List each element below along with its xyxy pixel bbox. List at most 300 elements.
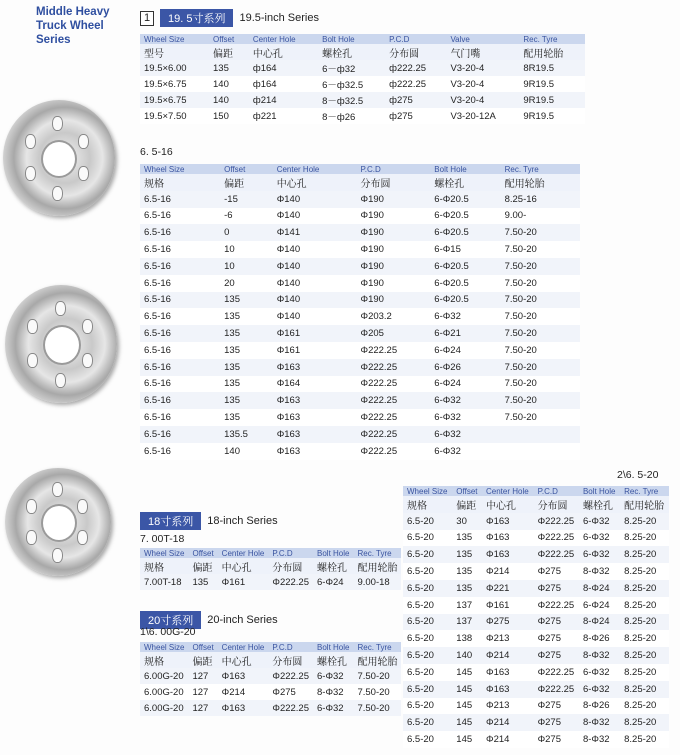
table-cell: 6.5-16 <box>140 258 220 275</box>
table-cell: 6.5-16 <box>140 359 220 376</box>
table-cell: 螺栓孔 <box>313 652 353 668</box>
table-cell: 8.25-20 <box>620 698 669 715</box>
table-cell: 140 <box>220 443 273 460</box>
table-cell: Φ222.25 <box>356 443 430 460</box>
table-row <box>140 392 580 409</box>
table-cell: 6－ф32.5 <box>318 76 385 92</box>
table-cell: 螺栓孔 <box>318 44 385 60</box>
table-cell: 10 <box>220 241 273 258</box>
table-cell: 6.5-16 <box>140 426 220 443</box>
table-cell: Φ163 <box>482 546 534 563</box>
table-cell: V3-20-4 <box>446 60 519 76</box>
table-cell: 8-Φ24 <box>579 614 620 631</box>
table-cell: 8.25-20 <box>620 647 669 664</box>
table-cell: 7.50-20 <box>501 342 580 359</box>
table-cell: 6.5-16 <box>140 224 220 241</box>
table-cell: 8.25-20 <box>620 664 669 681</box>
table-cell: 6.5-16 <box>140 342 220 359</box>
table-cell: Rec. Tyre <box>519 34 585 44</box>
table-cell: 7.50-20 <box>501 409 580 426</box>
table-cell: Φ163 <box>482 530 534 547</box>
section-20-label: 1\6. 00G-20 <box>140 626 196 638</box>
table-cell: 30 <box>452 513 482 530</box>
table-cell: Φ222.25 <box>268 700 313 716</box>
table-header-row <box>403 486 669 496</box>
table-cell: ф221 <box>249 108 318 124</box>
table-cell: 8R19.5 <box>519 60 585 76</box>
table-cell: 7.50-20 <box>501 224 580 241</box>
table-cell: 分布圆 <box>385 44 446 60</box>
table-cell: 配用轮胎 <box>620 496 669 513</box>
table-cell: 7.50-20 <box>501 376 580 393</box>
table-cell: 145 <box>452 698 482 715</box>
table-cell: Φ222.25 <box>356 342 430 359</box>
table-row <box>403 698 669 715</box>
table-cell: 8.25-20 <box>620 614 669 631</box>
table-cell: 7.50-20 <box>501 292 580 309</box>
table-cell: Offset <box>452 486 482 496</box>
table-cell: 偏距 <box>188 652 217 668</box>
table-cell: 配用轮胎 <box>519 44 585 60</box>
section-18-label: 7. 00T-18 <box>140 533 185 545</box>
table-cell: 6.5-20 <box>403 580 452 597</box>
table-header-row <box>140 34 585 44</box>
section-18-heading <box>140 512 278 530</box>
table-cell: Φ140 <box>273 308 357 325</box>
table-cell: 135 <box>452 580 482 597</box>
table-cell: 分布圆 <box>268 558 313 574</box>
table-cell: Φ222.25 <box>534 530 579 547</box>
table-cell: Φ222.25 <box>356 359 430 376</box>
table-row <box>403 714 669 731</box>
table-row <box>140 241 580 258</box>
table-cell: 6.5-16 <box>140 376 220 393</box>
table-cell: 135 <box>220 359 273 376</box>
table-cell: 7.50-20 <box>501 241 580 258</box>
table-cell: 6-Φ20.5 <box>430 224 500 241</box>
table-cell: Φ190 <box>356 258 430 275</box>
table-cell: Φ164 <box>273 376 357 393</box>
table-cell: 8－ф26 <box>318 108 385 124</box>
table-cell: -6 <box>220 208 273 225</box>
table-cell: Φ161 <box>482 597 534 614</box>
table-6-5-20 <box>403 486 669 748</box>
series-title-line3: Series <box>36 34 71 46</box>
table-cell: Bolt Hole <box>318 34 385 44</box>
section-18-bar: 18寸系列 <box>140 512 201 530</box>
table-cell: 135 <box>220 308 273 325</box>
table-cell: 7.50-20 <box>501 275 580 292</box>
table-row <box>140 426 580 443</box>
table-cell: Bolt Hole <box>579 486 620 496</box>
table-cell: 6.5-16 <box>140 292 220 309</box>
table-cell: 6-Φ24 <box>430 376 500 393</box>
table-cell: Φ163 <box>273 359 357 376</box>
table-cell: Φ140 <box>273 208 357 225</box>
table-cell: Φ221 <box>482 580 534 597</box>
table-cell: Bolt Hole <box>430 164 500 174</box>
table-cell: V3-20-4 <box>446 92 519 108</box>
section-6-5-16-label: 6. 5-16 <box>140 146 173 158</box>
table-row <box>140 76 585 92</box>
table-cell: 分布圆 <box>268 652 313 668</box>
table-cell: Φ140 <box>273 275 357 292</box>
table-cell: 偏距 <box>188 558 217 574</box>
table-cell: Φ161 <box>273 325 357 342</box>
table-cell: 偏距 <box>209 44 249 60</box>
table-cell: ф164 <box>249 76 318 92</box>
table-cell: ф275 <box>385 92 446 108</box>
table-cell: 19.5×6.75 <box>140 76 209 92</box>
table-cell: 6.5-16 <box>140 308 220 325</box>
table-cell: Φ203.2 <box>356 308 430 325</box>
section-19-5-heading <box>140 9 319 27</box>
table-cell: Φ222.25 <box>356 376 430 393</box>
table-cell: Φ275 <box>534 698 579 715</box>
table-cell: Φ275 <box>534 647 579 664</box>
table-cell: 6.5-16 <box>140 191 220 208</box>
table-cell: 7.50-20 <box>501 392 580 409</box>
table-cell: 6.00G-20 <box>140 684 188 700</box>
table-cell: Φ222.25 <box>356 426 430 443</box>
table-cell: 19.5×6.75 <box>140 92 209 108</box>
table-row <box>403 580 669 597</box>
table-cell: 135 <box>188 574 217 590</box>
table-chinese-header-row <box>140 174 580 191</box>
table-cell: 7.50-20 <box>501 258 580 275</box>
table-cell: 135 <box>220 376 273 393</box>
table-cell: P.C.D <box>534 486 579 496</box>
table-row <box>140 292 580 309</box>
table-cell: 6－ф32 <box>318 60 385 76</box>
table-row <box>140 700 401 716</box>
table-cell: Φ190 <box>356 224 430 241</box>
table-cell: Φ163 <box>273 426 357 443</box>
table-cell: 135 <box>452 546 482 563</box>
table-cell: 127 <box>188 700 217 716</box>
table-cell: Wheel Size <box>403 486 452 496</box>
table-row <box>403 614 669 631</box>
table-cell: 配用轮胎 <box>353 652 401 668</box>
table-cell: Φ214 <box>218 684 269 700</box>
wheel-image-18 <box>5 468 111 576</box>
table-cell: Wheel Size <box>140 642 188 652</box>
table-row <box>140 574 401 590</box>
table-cell: Φ163 <box>273 392 357 409</box>
table-cell: 6-Φ20.5 <box>430 275 500 292</box>
table-cell: 规格 <box>140 652 188 668</box>
table-cell: 8－ф32.5 <box>318 92 385 108</box>
table-row <box>140 443 580 460</box>
table-cell: Φ222.25 <box>534 546 579 563</box>
table-row <box>140 308 580 325</box>
table-cell: Φ222.25 <box>534 513 579 530</box>
section-6-5-20-label: 2\6. 5-20 <box>617 469 659 481</box>
table-cell: Φ190 <box>356 292 430 309</box>
table-cell: 8.25-20 <box>620 630 669 647</box>
table-row <box>403 664 669 681</box>
table-cell: Φ275 <box>534 563 579 580</box>
table-cell: 6.5-20 <box>403 647 452 664</box>
table-cell: Φ161 <box>218 574 269 590</box>
table-cell: 6-Φ24 <box>313 574 353 590</box>
table-cell: Φ140 <box>273 258 357 275</box>
table-cell: 6.5-20 <box>403 681 452 698</box>
table-cell: Φ163 <box>218 668 269 684</box>
table-cell: Φ205 <box>356 325 430 342</box>
table-cell: 型号 <box>140 44 209 60</box>
table-cell: 6.5-16 <box>140 241 220 258</box>
table-row <box>403 530 669 547</box>
table-cell: 6-Φ32 <box>579 530 620 547</box>
table-cell: 规格 <box>140 558 188 574</box>
table-cell: 6.5-16 <box>140 325 220 342</box>
table-cell: 8.25-20 <box>620 597 669 614</box>
table-cell: 137 <box>452 597 482 614</box>
table-row <box>403 546 669 563</box>
table-cell: 螺栓孔 <box>313 558 353 574</box>
table-cell: 19.5×7.50 <box>140 108 209 124</box>
table-cell: 135 <box>220 292 273 309</box>
table-cell: 8.25-16 <box>501 191 580 208</box>
table-cell: 6-Φ24 <box>430 342 500 359</box>
table-cell: Center Hole <box>273 164 357 174</box>
table-cell: 150 <box>209 108 249 124</box>
table-cell: Φ190 <box>356 191 430 208</box>
section-19-5-english: 19.5-inch Series <box>239 12 319 24</box>
table-cell: Φ275 <box>534 714 579 731</box>
table-cell: 7.50-20 <box>501 359 580 376</box>
table-cell: P.C.D <box>268 548 313 558</box>
table-cell: Φ190 <box>356 241 430 258</box>
table-cell: 中心孔 <box>482 496 534 513</box>
table-chinese-header-row <box>140 44 585 60</box>
table-cell: Offset <box>188 548 217 558</box>
table-row <box>140 208 580 225</box>
series-title-line1: Middle Heavy <box>36 6 110 18</box>
table-cell: 135 <box>209 60 249 76</box>
table-cell: 8-Φ32 <box>579 731 620 748</box>
table-row <box>140 684 401 700</box>
table-cell: 8-Φ24 <box>579 580 620 597</box>
table-cell: Φ214 <box>482 714 534 731</box>
table-cell: ф214 <box>249 92 318 108</box>
table-cell: 6-Φ32 <box>579 664 620 681</box>
table-cell: 135.5 <box>220 426 273 443</box>
table-cell: Φ190 <box>356 275 430 292</box>
table-cell: 8.25-20 <box>620 731 669 748</box>
table-cell: 6-Φ32 <box>430 392 500 409</box>
table-20 <box>140 642 401 716</box>
table-cell: 6-Φ20.5 <box>430 292 500 309</box>
table-cell: 6.00G-20 <box>140 668 188 684</box>
table-cell: Φ163 <box>273 409 357 426</box>
table-cell: P.C.D <box>385 34 446 44</box>
table-cell: 6.5-20 <box>403 513 452 530</box>
table-cell: 6.5-16 <box>140 443 220 460</box>
table-cell: Wheel Size <box>140 34 209 44</box>
table-cell: 137 <box>452 614 482 631</box>
table-cell: 6.5-20 <box>403 698 452 715</box>
table-cell: 配用轮胎 <box>353 558 401 574</box>
table-cell: Φ140 <box>273 241 357 258</box>
table-cell: Φ275 <box>482 614 534 631</box>
table-cell: Φ140 <box>273 292 357 309</box>
table-cell: 8.25-20 <box>620 530 669 547</box>
table-cell: 8-Φ32 <box>579 563 620 580</box>
table-row <box>403 731 669 748</box>
table-cell: Φ275 <box>534 614 579 631</box>
table-cell: -15 <box>220 191 273 208</box>
table-cell: 6.5-20 <box>403 546 452 563</box>
table-cell: Φ222.25 <box>268 574 313 590</box>
table-cell <box>501 443 580 460</box>
table-row <box>140 325 580 342</box>
table-cell: 7.50-20 <box>353 684 401 700</box>
table-cell: 6-Φ32 <box>430 426 500 443</box>
table-cell: Rec. Tyre <box>620 486 669 496</box>
table-cell: 6-Φ32 <box>313 668 353 684</box>
table-cell: Φ163 <box>482 664 534 681</box>
table-cell: Center Hole <box>218 548 269 558</box>
table-cell: 8.25-20 <box>620 714 669 731</box>
table-cell: 8.25-20 <box>620 580 669 597</box>
table-cell: 中心孔 <box>218 558 269 574</box>
table-cell: Φ222.25 <box>356 392 430 409</box>
table-cell: 8.25-20 <box>620 513 669 530</box>
table-cell: 6-Φ32 <box>430 308 500 325</box>
table-cell: 7.50-20 <box>353 700 401 716</box>
table-cell: 6.5-16 <box>140 208 220 225</box>
table-cell: 中心孔 <box>249 44 318 60</box>
table-chinese-header-row <box>140 652 401 668</box>
table-cell: 偏距 <box>452 496 482 513</box>
table-cell: 6-Φ32 <box>313 700 353 716</box>
table-cell: 8.25-20 <box>620 681 669 698</box>
table-row <box>403 630 669 647</box>
table-cell: 8-Φ26 <box>579 698 620 715</box>
table-row <box>403 597 669 614</box>
table-row <box>403 681 669 698</box>
table-cell: 规格 <box>403 496 452 513</box>
table-cell: Wheel Size <box>140 164 220 174</box>
table-cell: 6-Φ32 <box>430 409 500 426</box>
table-cell: 6-Φ20.5 <box>430 208 500 225</box>
table-cell: 气门嘴 <box>446 44 519 60</box>
table-cell: 6.5-20 <box>403 630 452 647</box>
table-18 <box>140 548 401 590</box>
table-row <box>140 224 580 241</box>
table-cell: Φ161 <box>273 342 357 359</box>
table-cell: 140 <box>209 92 249 108</box>
table-cell: P.C.D <box>356 164 430 174</box>
table-cell: Φ213 <box>482 698 534 715</box>
table-cell: 140 <box>452 647 482 664</box>
table-cell: Φ214 <box>482 563 534 580</box>
table-cell: Rec. Tyre <box>501 164 580 174</box>
series-title-line2: Truck Wheel <box>36 20 104 32</box>
table-cell: 6-Φ20.5 <box>430 191 500 208</box>
table-cell: 8-Φ32 <box>579 714 620 731</box>
table-row <box>140 342 580 359</box>
table-row <box>140 191 580 208</box>
table-cell: 6.5-20 <box>403 714 452 731</box>
table-cell: Φ275 <box>534 731 579 748</box>
table-row <box>140 60 585 76</box>
table-cell: 螺栓孔 <box>579 496 620 513</box>
table-row <box>140 258 580 275</box>
table-cell: Center Hole <box>218 642 269 652</box>
table-cell: Φ213 <box>482 630 534 647</box>
table-cell: 127 <box>188 668 217 684</box>
table-cell: 6-Φ32 <box>430 443 500 460</box>
table-cell: 145 <box>452 731 482 748</box>
section-18-english: 18-inch Series <box>207 515 278 527</box>
table-cell: 9R19.5 <box>519 108 585 124</box>
table-cell: ф222.25 <box>385 76 446 92</box>
table-cell: 分布圆 <box>356 174 430 191</box>
table-header-row <box>140 642 401 652</box>
table-row <box>140 409 580 426</box>
table-row <box>403 647 669 664</box>
table-cell: 6.5-20 <box>403 614 452 631</box>
table-row <box>403 513 669 530</box>
section-number: 1 <box>140 11 154 26</box>
table-cell: Φ275 <box>534 580 579 597</box>
table-header-row <box>140 548 401 558</box>
table-cell: 8-Φ26 <box>579 630 620 647</box>
table-cell: 6-Φ24 <box>579 597 620 614</box>
wheel-image-19-5 <box>3 100 115 216</box>
table-cell: 9.00-18 <box>353 574 401 590</box>
table-cell: V3-20-4 <box>446 76 519 92</box>
table-cell: Φ222.25 <box>356 409 430 426</box>
table-cell: 140 <box>209 76 249 92</box>
table-cell: 6.5-16 <box>140 275 220 292</box>
table-cell: 9R19.5 <box>519 76 585 92</box>
table-cell: 6-Φ32 <box>579 681 620 698</box>
table-cell: 135 <box>452 530 482 547</box>
table-cell: 20 <box>220 275 273 292</box>
table-cell: Φ222.25 <box>268 668 313 684</box>
table-cell: 6.5-16 <box>140 409 220 426</box>
table-chinese-header-row <box>403 496 669 513</box>
section-20-english: 20-inch Series <box>207 614 278 626</box>
table-cell: 6-Φ15 <box>430 241 500 258</box>
table-cell: Bolt Hole <box>313 642 353 652</box>
table-cell: Φ222.25 <box>534 597 579 614</box>
table-cell: Offset <box>188 642 217 652</box>
table-cell: 19.5×6.00 <box>140 60 209 76</box>
table-cell: Φ163 <box>482 681 534 698</box>
table-cell: 135 <box>220 409 273 426</box>
table-cell: 10 <box>220 258 273 275</box>
section-20-bar: 20寸系列 <box>140 611 201 629</box>
table-cell: 8-Φ32 <box>579 647 620 664</box>
table-cell: 127 <box>188 684 217 700</box>
table-row <box>140 376 580 393</box>
table-cell: 9R19.5 <box>519 92 585 108</box>
table-cell: 6.5-20 <box>403 731 452 748</box>
table-cell: 6-Φ32 <box>579 513 620 530</box>
table-cell <box>501 426 580 443</box>
table-cell: ф222.25 <box>385 60 446 76</box>
table-cell: Rec. Tyre <box>353 642 401 652</box>
table-row <box>140 108 585 124</box>
table-cell: 规格 <box>140 174 220 191</box>
table-cell: 6.5-20 <box>403 597 452 614</box>
table-cell: Φ222.25 <box>534 681 579 698</box>
